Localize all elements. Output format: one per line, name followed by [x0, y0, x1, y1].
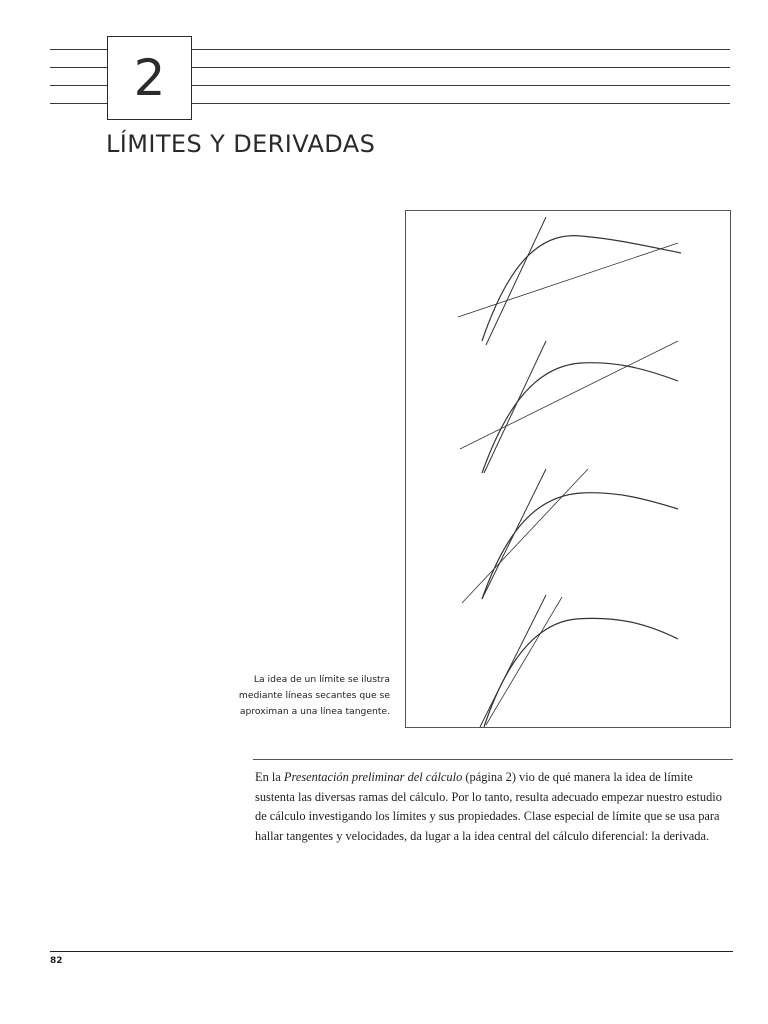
secant-line-3 — [462, 469, 588, 603]
header-rule-1 — [50, 49, 107, 50]
tangent-line-3 — [482, 469, 546, 599]
header-rule-6 — [192, 67, 730, 68]
chapter-number-box — [107, 36, 192, 120]
curve-1 — [482, 236, 681, 341]
header-rule-3 — [50, 85, 107, 86]
secant-line-4 — [486, 597, 562, 725]
curve-4 — [484, 618, 678, 727]
intro-paragraph — [255, 768, 733, 846]
tangent-line-2 — [484, 341, 546, 473]
chapter-title: LÍMITES Y DERIVADAS — [106, 130, 376, 158]
header-rule-8 — [192, 103, 730, 104]
footer-rule — [50, 951, 733, 952]
page-number: 82 — [50, 956, 63, 966]
secant-line-2 — [460, 341, 678, 449]
figure-panel-secant-far — [458, 217, 681, 345]
header-rule-5 — [192, 49, 730, 50]
secant-tangent-figure — [405, 210, 731, 728]
header-rule-4 — [50, 103, 107, 104]
curve-3 — [482, 493, 678, 599]
figure-panel-tangent — [480, 595, 678, 727]
body-divider — [253, 759, 733, 760]
tangent-line-1 — [486, 217, 546, 345]
figure-illustration — [406, 211, 731, 728]
tangent-line-4 — [480, 595, 546, 727]
header-rule-7 — [192, 85, 730, 86]
intro-rest: (página 2) vio de qué manera la idea de límite sustenta las diversas ramas del cálculo. Por lo tanto, resulta adecuado empezar nuestro estudio de cálculo investigando los límites y sus propiedades. Clase especial de límite que se usa para hallar tangentes y velocidades, da lugar a la idea central del cálculo diferencial: la derivada. — [255, 770, 722, 843]
figure-panel-secant-closest — [462, 469, 678, 603]
figure-caption: La idea de un límite se ilustra mediante líneas secantes que se aproximan a una línea tangente. — [238, 674, 390, 717]
figure-panel-secant-closer — [460, 341, 678, 473]
intro-emphasis: Presentación preliminar del cálculo — [283, 770, 463, 784]
intro-prefix: En la — [255, 770, 284, 784]
header-rule-2 — [50, 67, 107, 68]
chapter-number: 2 — [133, 49, 166, 107]
secant-line-1 — [458, 243, 678, 317]
curve-2 — [482, 363, 678, 473]
